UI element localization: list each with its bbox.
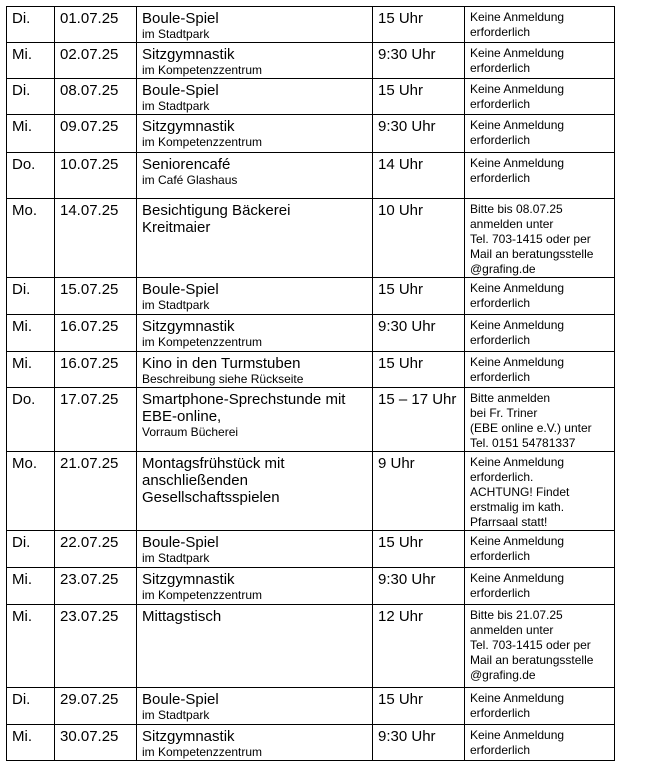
date-cell: 17.07.25 (55, 388, 137, 452)
event-location: im Café Glashaus (142, 173, 238, 187)
registration-note: Keine Anmeldung erforderlich (465, 115, 615, 153)
event-title: Kino in den Turmstuben (142, 355, 301, 372)
date-cell: 22.07.25 (55, 531, 137, 568)
date-cell: 02.07.25 (55, 43, 137, 79)
event-title: Boule-Spiel (142, 82, 219, 99)
time-cell: 15 Uhr (373, 79, 465, 115)
day-cell: Mo. (7, 199, 55, 278)
registration-note: Bitte bis 08.07.25 anmelden unter Tel. 703-1415 oder per Mail an beratungsstelle @grafing.de (465, 199, 615, 278)
time-cell: 15 Uhr (373, 531, 465, 568)
event-location: im Kompetenzzentrum (142, 63, 263, 77)
day-cell: Do. (7, 153, 55, 199)
day-cell: Mi. (7, 315, 55, 352)
registration-note: Keine Anmeldung erforderlich (465, 568, 615, 605)
event-cell (137, 725, 373, 761)
day-cell: Di. (7, 79, 55, 115)
time-cell: 15 Uhr (373, 352, 465, 388)
registration-note: Keine Anmeldung erforderlich (465, 531, 615, 568)
time-cell: 15 – 17 Uhr (373, 388, 465, 452)
time-cell: 12 Uhr (373, 605, 465, 688)
table-row (7, 531, 615, 568)
time-cell: 9:30 Uhr (373, 115, 465, 153)
day-cell: Mi. (7, 115, 55, 153)
day-cell: Di. (7, 7, 55, 43)
event-cell (137, 352, 373, 388)
time-cell: 9:30 Uhr (373, 43, 465, 79)
event-title: Sitzgymnastik (142, 46, 235, 63)
event-title: Besichtigung Bäckerei Kreitmaier (142, 202, 291, 236)
event-title: Sitzgymnastik (142, 118, 235, 135)
event-location: im Kompetenzzentrum (142, 335, 263, 349)
event-location: Beschreibung siehe Rückseite (142, 372, 304, 386)
event-location: im Stadtpark (142, 27, 210, 41)
date-cell: 29.07.25 (55, 688, 137, 725)
event-title: Seniorencafé (142, 156, 231, 173)
event-cell (137, 388, 373, 452)
table-row (7, 315, 615, 352)
table-row (7, 388, 615, 452)
day-cell: Di. (7, 278, 55, 315)
event-title: Boule-Spiel (142, 10, 219, 27)
time-cell: 9:30 Uhr (373, 725, 465, 761)
time-cell: 9:30 Uhr (373, 315, 465, 352)
event-location: im Stadtpark (142, 551, 210, 565)
date-cell: 15.07.25 (55, 278, 137, 315)
registration-note: Keine Anmeldung erforderlich. ACHTUNG! Findet erstmalig im kath. Pfarrsaal statt! (465, 452, 615, 531)
event-location: im Kompetenzzentrum (142, 745, 263, 759)
registration-note: Keine Anmeldung erforderlich (465, 315, 615, 352)
time-cell: 15 Uhr (373, 688, 465, 725)
registration-note: Keine Anmeldung erforderlich (465, 79, 615, 115)
table-row (7, 115, 615, 153)
schedule-table (6, 6, 615, 761)
registration-note: Keine Anmeldung erforderlich (465, 278, 615, 315)
time-cell: 15 Uhr (373, 278, 465, 315)
event-cell (137, 315, 373, 352)
date-cell: 10.07.25 (55, 153, 137, 199)
time-cell: 10 Uhr (373, 199, 465, 278)
schedule-body (7, 7, 615, 761)
date-cell: 09.07.25 (55, 115, 137, 153)
event-location: im Kompetenzzentrum (142, 135, 263, 149)
table-row (7, 452, 615, 531)
date-cell: 14.07.25 (55, 199, 137, 278)
table-row (7, 605, 615, 688)
event-cell (137, 79, 373, 115)
event-cell (137, 452, 373, 531)
date-cell: 08.07.25 (55, 79, 137, 115)
event-cell (137, 43, 373, 79)
registration-note: Keine Anmeldung erforderlich (465, 153, 615, 199)
event-cell (137, 199, 373, 278)
registration-note: Bitte anmelden bei Fr. Triner (EBE online e.V.) unter Tel. 0151 54781337 (465, 388, 615, 452)
date-cell: 23.07.25 (55, 605, 137, 688)
registration-note: Bitte bis 21.07.25 anmelden unter Tel. 703-1415 oder per Mail an beratungsstelle @grafing.de (465, 605, 615, 688)
registration-note: Keine Anmeldung erforderlich (465, 352, 615, 388)
date-cell: 23.07.25 (55, 568, 137, 605)
table-row (7, 688, 615, 725)
day-cell: Mo. (7, 452, 55, 531)
event-cell (137, 605, 373, 688)
event-title: Boule-Spiel (142, 281, 219, 298)
registration-note: Keine Anmeldung erforderlich (465, 688, 615, 725)
event-cell (137, 115, 373, 153)
table-row (7, 7, 615, 43)
day-cell: Mi. (7, 352, 55, 388)
table-row (7, 352, 615, 388)
event-title: Montagsfrühstück mit anschließenden Gesellschaftsspielen (142, 455, 285, 506)
registration-note: Keine Anmeldung erforderlich (465, 7, 615, 43)
day-cell: Mi. (7, 43, 55, 79)
event-location: im Stadtpark (142, 708, 210, 722)
event-cell (137, 688, 373, 725)
time-cell: 14 Uhr (373, 153, 465, 199)
event-location: im Stadtpark (142, 99, 210, 113)
date-cell: 01.07.25 (55, 7, 137, 43)
day-cell: Di. (7, 688, 55, 725)
day-cell: Di. (7, 531, 55, 568)
time-cell: 9:30 Uhr (373, 568, 465, 605)
event-location: Vorraum Bücherei (142, 425, 239, 439)
time-cell: 15 Uhr (373, 7, 465, 43)
day-cell: Do. (7, 388, 55, 452)
event-cell (137, 278, 373, 315)
event-title: Sitzgymnastik (142, 728, 235, 745)
registration-note: Keine Anmeldung erforderlich (465, 725, 615, 761)
event-title: Sitzgymnastik (142, 318, 235, 335)
time-cell: 9 Uhr (373, 452, 465, 531)
event-title: Smartphone-Sprechstunde mit EBE-online, (142, 391, 346, 425)
event-title: Mittagstisch (142, 608, 222, 625)
event-title: Boule-Spiel (142, 534, 219, 551)
day-cell: Mi. (7, 568, 55, 605)
table-row (7, 278, 615, 315)
date-cell: 16.07.25 (55, 315, 137, 352)
event-cell (137, 568, 373, 605)
table-row (7, 725, 615, 761)
date-cell: 30.07.25 (55, 725, 137, 761)
event-cell (137, 531, 373, 568)
event-location: im Stadtpark (142, 298, 210, 312)
event-title: Sitzgymnastik (142, 571, 235, 588)
day-cell: Mi. (7, 605, 55, 688)
day-cell: Mi. (7, 725, 55, 761)
event-cell (137, 153, 373, 199)
event-location: im Kompetenzzentrum (142, 588, 263, 602)
table-row (7, 43, 615, 79)
table-row (7, 153, 615, 199)
table-row (7, 568, 615, 605)
event-cell (137, 7, 373, 43)
date-cell: 21.07.25 (55, 452, 137, 531)
registration-note: Keine Anmeldung erforderlich (465, 43, 615, 79)
event-title: Boule-Spiel (142, 691, 219, 708)
table-row (7, 79, 615, 115)
table-row (7, 199, 615, 278)
date-cell: 16.07.25 (55, 352, 137, 388)
